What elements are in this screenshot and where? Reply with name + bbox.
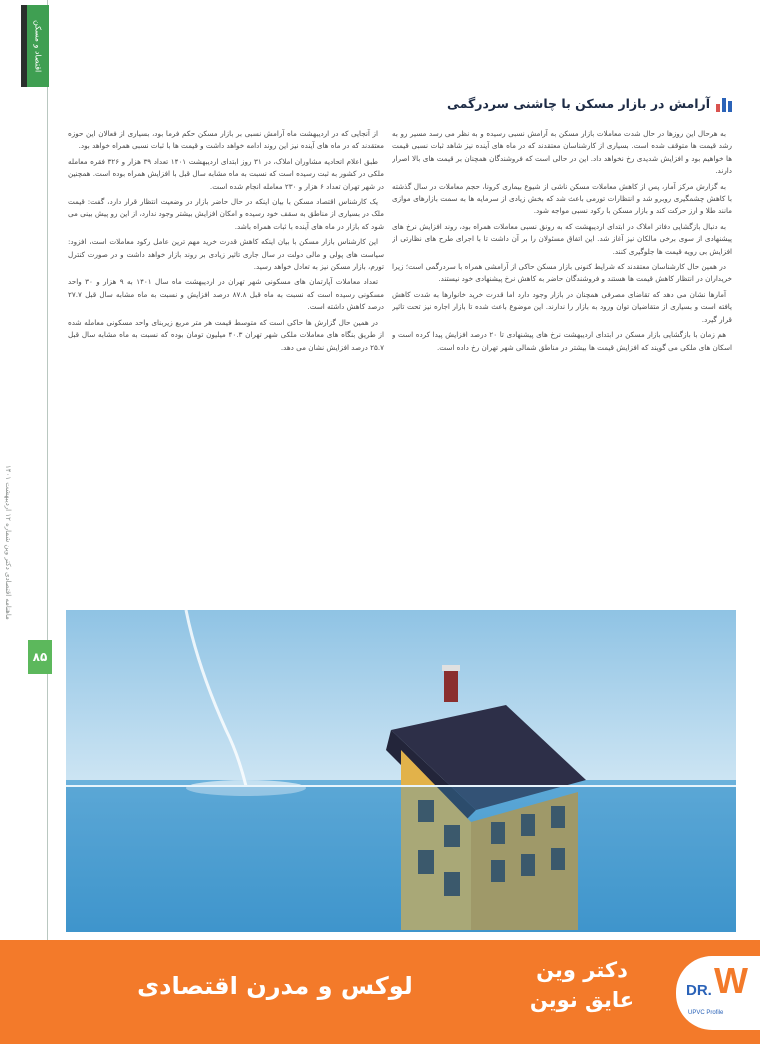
brand-subtitle: عایق نوین [529, 988, 635, 1012]
paragraph: به دنبال بازگشایی دفاتر املاک در ابتدای اردیبهشت که به رونق نسبی معاملات همراه بود، روند افزایش نرخ های پیشنهادی از سوی برخی مالکان نیز آغاز شد. این اتفاق مسئولان را بر آن داشت تا با اجرای طرح های نظارتی از افزایش بی رویه قیمت ها جلوگیری کنند. [392, 221, 732, 256]
paragraph: هم زمان با بازگشایی بازار مسکن در ابتدای اردیبهشت نرخ های پیشنهادی تا ۲۰ درصد افزایش پیدا کرده است و اسکان های ملکی می گویند که افزایش قیمت ها بیشتر در مناطق شمالی شهر تهران رخ داده است. [392, 330, 732, 352]
chimney [444, 668, 458, 702]
paragraph: در همین حال کارشناسان معتقدند که شرایط کنونی بازار مسکن حاکی از آرامشی همراه با سردرگمی است؛ زیرا خریداران در انتظار کاهش قیمت ها هستند و فروشندگان حاضر به کاهش نرخ پیشنهادی خود نیستند. [392, 262, 732, 284]
logo-w: W [714, 960, 746, 1001]
section-tab: اقتصاد و مسکن [27, 5, 49, 87]
article-title: آرامش در بازار مسکن با چاشنی سردرگمی [446, 95, 710, 111]
article-photo [66, 610, 736, 932]
paragraph: این کارشناس بازار مسکن با بیان اینکه کاهش قدرت خرید مهم ترین عامل رکود معاملات است، افزود: سیاست های پولی و مالی دولت در سال جاری تاثیر زیادی بر روند بازار خواهد داشت و در صورت کنترل تورم، بازار مسکن نیز به تعادل خواهد رسید. [68, 237, 384, 272]
logo-dr: DR. [686, 982, 712, 999]
water-overlay [66, 786, 736, 932]
paragraph: تعداد معاملات آپارتمان های مسکونی شهر تهران در اردیبهشت ماه سال ۱۴۰۱ به ۹ هزار و ۳۰ واحد مسکونی رسیده است که نسبت به ماه قبل ۸۷.۸ درصد افزایش و نسبت به ماه مشابه سال قبل ۲۷.۷ درصد کاهش داشته است. [68, 277, 384, 312]
running-head: ماهنامه اقتصادی دکتر وین شماره ۱۲ اردیبهشت ۱۴۰۱ [4, 465, 12, 620]
paragraph: آمارها نشان می دهد که تقاضای مصرفی همچنان در بازار وجود دارد اما قدرت خرید خانوارها به شدت کاهش یافته است و بسیاری از متقاضیان توان ورود به بازار را ندارند. این موضوع باعث شده تا بازار اجاره نیز تحت تاثیر قرار گیرد. [392, 289, 732, 324]
paragraph: به هرحال این روزها در حال شدت معاملات بازار مسکن به آرامش نسبی رسیده و به نظر می رسد مسیر رو به رشد قیمت ها متوقف شده است. بسیاری از کارشناسان معتقدند که در ماه های آینده نیز شاهد ثبات نسبی قیمت ها خواهیم بود و افزایش شدیدی رخ نخواهد داد. این در حالی است که فروشندگان همچنان بر قیمت های بالا اصرار دارند. [392, 129, 732, 176]
sinking-house-illustration [66, 610, 736, 932]
article-title-row [380, 90, 734, 116]
logo-tagline: UPVC Profile [688, 1010, 724, 1016]
article-column-left [68, 128, 384, 610]
article-column-right [392, 128, 732, 610]
paragraph: یک کارشناس اقتصاد مسکن با بیان اینکه در حال حاضر بازار در وضعیت انتظار قرار دارد، گفت: قیمت ملک در بسیاری از مناطق به سقف خود رسیده و امکان افزایش بیشتر وجود ندارد، از این رو پیش بینی می شود که بازار در ماه های آینده با ثبات همراه باشد. [68, 197, 384, 231]
paragraph: از آنجایی که در اردیبهشت ماه آرامش نسبی بر بازار مسکن حکم فرما بود، بسیاری از فعالان این حوزه معتقدند که در ماه های آینده نیز این روند ادامه خواهد داشت و قیمت ها با ثبات نسبی همراه خواهد بود. [68, 129, 384, 151]
brand-logo [676, 956, 760, 1030]
brand-name: دکتر وین [536, 958, 628, 982]
paragraph: در همین حال گزارش ها حاکی است که متوسط قیمت هر متر مربع زیربنای واحد مسکونی معامله شده از طریق بنگاه های معاملات ملکی شهر تهران ۴۰.۳ میلیون تومان بوده که نسبت به ماه مشابه سال قبل ۲۵.۷ درصد افزایش نشان می دهد. [68, 317, 384, 352]
footer-brand [512, 955, 652, 1015]
bar-chart-icon [716, 94, 734, 112]
page-number: ۸۵ [28, 640, 52, 674]
paragraph: به گزارش مرکز آمار، پس از کاهش معاملات مسکن ناشی از شیوع بیماری کرونا، حجم معاملات در سال گذشته با کاهش چشمگیری روبرو شد و انتظارات تورمی باعث شد که بخش زیادی از سرمایه ها به سمت بازارهای موازی مانند طلا و ارز حرکت کند و بازار مسکن با رکود نسبی مواجه شود. [392, 181, 732, 216]
footer-slogan: لوکس و مدرن اقتصادی [137, 972, 413, 1000]
paragraph: طبق اعلام اتحادیه مشاوران املاک، در ۳۱ روز ابتدای اردیبهشت ۱۴۰۱ تعداد ۳۹ هزار و ۳۲۶ فقره معامله ملکی در کشور به ثبت رسیده است که نسبت به ماه مشابه سال قبل با افزایش همراه بوده است. همچنین در شهر تهران تعداد ۶ هزار و ۲۳۰ معامله انجام شده است. [68, 156, 384, 191]
